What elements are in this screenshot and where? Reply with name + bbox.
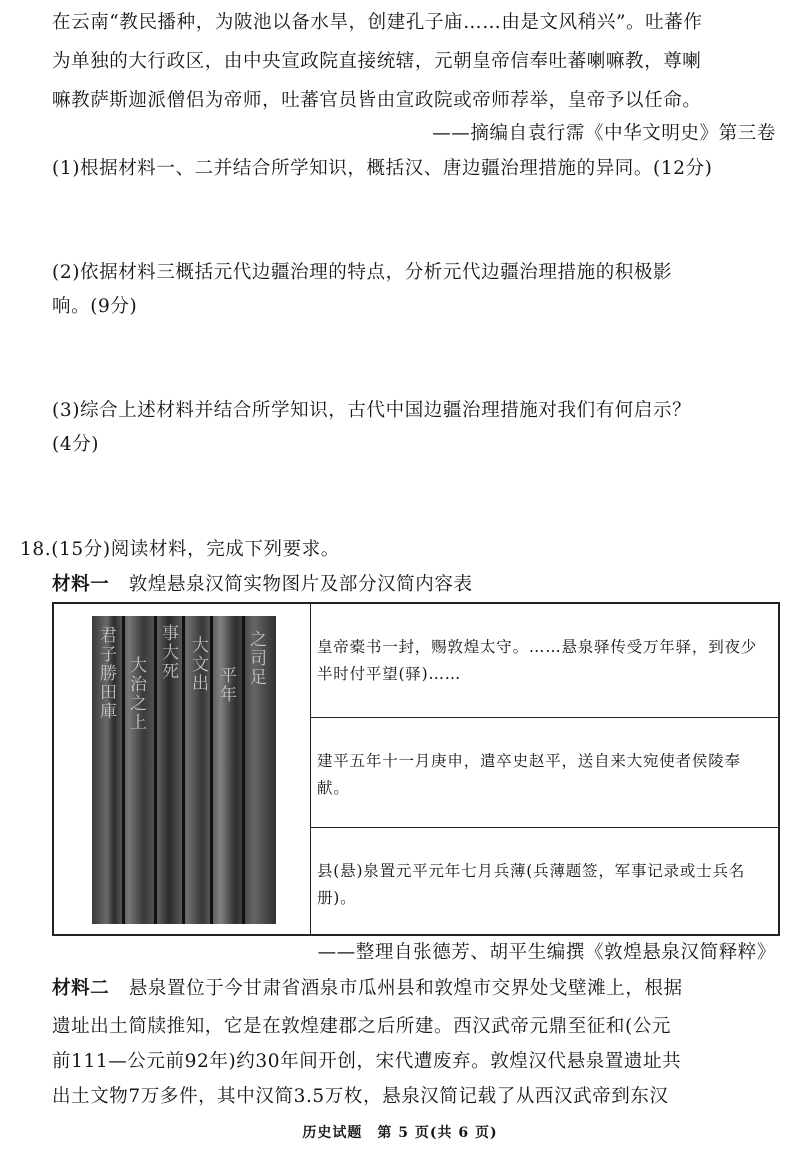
material1-heading [52,572,776,598]
material1-title: 敦煌悬泉汉简实物图片及部分汉简内容表 [128,574,473,595]
material3-source: ——摘编自袁行霈《中华文明史》第三卷 [432,123,776,144]
question-2-line-1: (2)依据材料三概括元代边疆治理的特点，分析元代边疆治理措施的积极影 [52,262,673,283]
table-source: ——整理自张德芳、胡平生编撰《敦煌悬泉汉简释粹》 [317,942,776,963]
material2-text-1: 悬泉置位于今甘肃省酒泉市瓜州县和敦煌市交界处戈壁滩上，根据 [128,978,683,999]
table-row [311,828,778,934]
question-3-line-1: (3)综合上述材料并结合所学知识，古代中国边疆治理措施对我们有何启示？ [52,400,692,421]
han-bamboo-slips-photo: 君子勝田庫 大治之上 事大死 大文出 平年 之司足 [92,616,276,924]
material2-line-3: 前111—公元前92年)约30年间开创，宋代遭废弃。敦煌汉代悬泉置遗址共 [52,1051,682,1072]
material2-line-4: 出土文物7万多件，其中汉简3.5万枚，悬泉汉简记载了从西汉武帝到东汉 [52,1086,669,1107]
question-2-line-2: 响。(9分) [52,296,138,317]
table-row-text-3: 县(悬)泉置元平元年七月兵薄(兵薄题签，军事记录或士兵名册)。 [317,862,746,907]
table-row-text-1: 皇帝橐书一封，赐敦煌太守。……悬泉驿传受万年驿，到夜少半时付平望(驿)…… [317,638,758,683]
table-row [311,604,778,718]
material1-label: 材料一 [52,574,110,595]
question-1: (1)根据材料一、二并结合所学知识，概括汉、唐边疆治理措施的异同。(12分) [52,158,713,179]
material2-label: 材料二 [52,978,110,999]
han-slips-table [52,602,780,936]
table-row-text-2: 建平五年十一月庚申，遣卒史赵平，送自来大宛使者侯陵奉献。 [317,752,741,797]
material3-line-2: 为单独的大行政区，由中央宣政院直接统辖，元朝皇帝信奉吐蕃喇嘛教，尊喇 [52,51,702,72]
material2-line-2: 遗址出土简牍推知，它是在敦煌建郡之后所建。西汉武帝元鼎至征和(公元 [52,1016,672,1037]
material3-line-1: 在云南“教民播种，为陂池以备水旱，创建孔子庙……由是文风稍兴”。吐蕃作 [52,12,703,33]
page-footer: 历史试题 第 5 页(共 6 页) [302,1125,498,1141]
material3-line-3: 嘛教萨斯迦派僧侣为帝师，吐蕃官员皆由宣政院或帝师荐举，皇帝予以任命。 [52,90,702,111]
material2-line-1 [52,976,776,1002]
question-3-line-2: (4分) [52,434,100,455]
question-18-header: 18.(15分)阅读材料，完成下列要求。 [20,539,340,560]
han-slips-photo-cell [54,604,311,934]
table-row [311,718,778,828]
